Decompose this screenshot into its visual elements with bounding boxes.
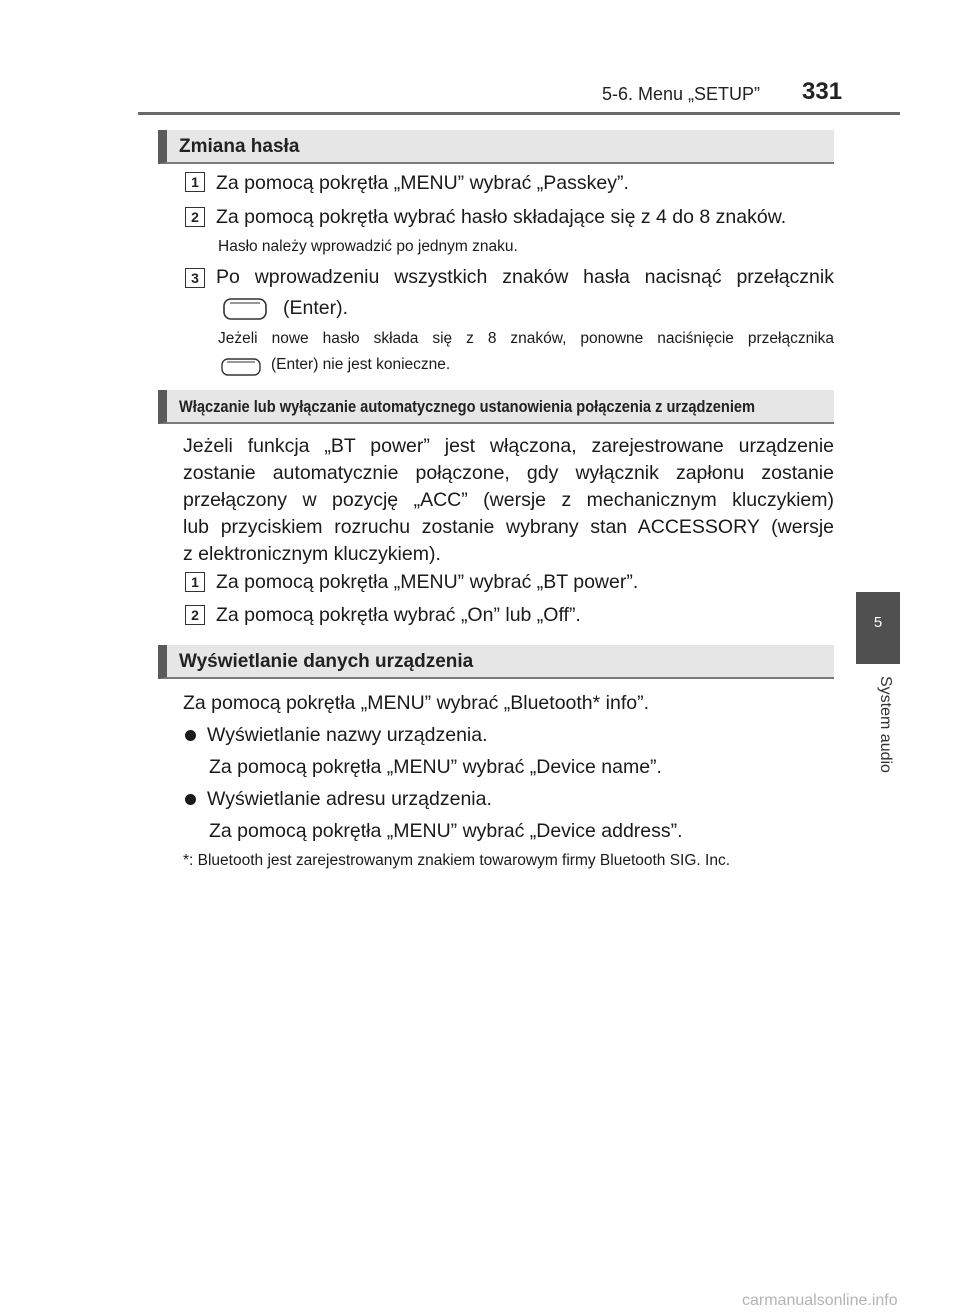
intro-text: Za pomocą pokrętła „MENU” wybrać „Bluetooth* info”. bbox=[183, 692, 650, 714]
bullet-text: Wyświetlanie nazwy urządzenia. bbox=[207, 724, 488, 746]
section-title: Włączanie lub wyłączanie automatycznego ustanowienia połączenia z urządzeniem bbox=[179, 397, 756, 416]
step-note-continued: (Enter) nie jest konieczne. bbox=[271, 356, 451, 373]
chapter-number: 5 bbox=[873, 614, 883, 631]
header-rule bbox=[138, 112, 900, 115]
bullet-text: Wyświetlanie adresu urządzenia. bbox=[207, 788, 492, 810]
bullet-sub-text: Za pomocą pokrętła „MENU” wybrać „Device name”. bbox=[209, 756, 662, 778]
section-heading-auto-connect bbox=[158, 390, 834, 424]
bullet-icon bbox=[185, 730, 196, 741]
step-number: 2 bbox=[185, 605, 205, 625]
step-number: 1 bbox=[185, 172, 205, 192]
bullet-icon bbox=[185, 794, 196, 805]
section-title: Wyświetlanie danych urządzenia bbox=[179, 651, 474, 672]
enter-button-icon bbox=[222, 296, 268, 322]
section-heading-device-info bbox=[158, 645, 834, 679]
paragraph-line: przełączony w pozycję „ACC” (wersje z mechanicznym kluczykiem) bbox=[183, 489, 834, 511]
step-text: Za pomocą pokrętła wybrać hasło składające się z 4 do 8 znaków. bbox=[216, 206, 787, 228]
page-number: 331 bbox=[802, 78, 843, 105]
footnote: *: Bluetooth jest zarejestrowanym znakiem towarowym firmy Bluetooth SIG. Inc. bbox=[183, 852, 731, 869]
step-text-continued: (Enter). bbox=[283, 297, 349, 319]
paragraph-line: z elektronicznym kluczykiem). bbox=[183, 543, 441, 565]
step-text: Po wprowadzeniu wszystkich znaków hasła nacisnąć przełącznik bbox=[216, 266, 834, 288]
paragraph-line: lub przyciskiem rozruchu zostanie wybrany stan ACCESSORY (wersje bbox=[183, 516, 834, 538]
bullet-sub-text: Za pomocą pokrętła „MENU” wybrać „Device address”. bbox=[209, 820, 683, 842]
watermark: carmanualsonline.info bbox=[742, 1292, 898, 1309]
chapter-tab bbox=[856, 592, 900, 664]
step-text: Za pomocą pokrętła „MENU” wybrać „BT power”. bbox=[216, 571, 639, 593]
paragraph-line: zostanie automatycznie połączone, gdy wyłącznik zapłonu zostanie bbox=[183, 462, 834, 484]
step-note: Hasło należy wprowadzić po jednym znaku. bbox=[218, 238, 518, 255]
step-number: 1 bbox=[185, 572, 205, 592]
step-text: Za pomocą pokrętła „MENU” wybrać „Passkey”. bbox=[216, 172, 629, 194]
section-heading-change-passkey bbox=[158, 130, 834, 164]
chapter-label: System audio bbox=[877, 676, 894, 773]
running-header-section: 5-6. Menu „SETUP” bbox=[601, 84, 760, 104]
step-number: 3 bbox=[185, 268, 205, 288]
step-text: Za pomocą pokrętła wybrać „On” lub „Off”. bbox=[216, 604, 581, 626]
paragraph-line: Jeżeli funkcja „BT power” jest włączona, zarejestrowane urządzenie bbox=[183, 435, 834, 457]
enter-button-icon bbox=[220, 356, 262, 378]
section-title: Zmiana hasła bbox=[179, 136, 300, 157]
step-number: 2 bbox=[185, 207, 205, 227]
step-note: Jeżeli nowe hasło składa się z 8 znaków, ponowne naciśnięcie przełącznika bbox=[218, 330, 834, 347]
